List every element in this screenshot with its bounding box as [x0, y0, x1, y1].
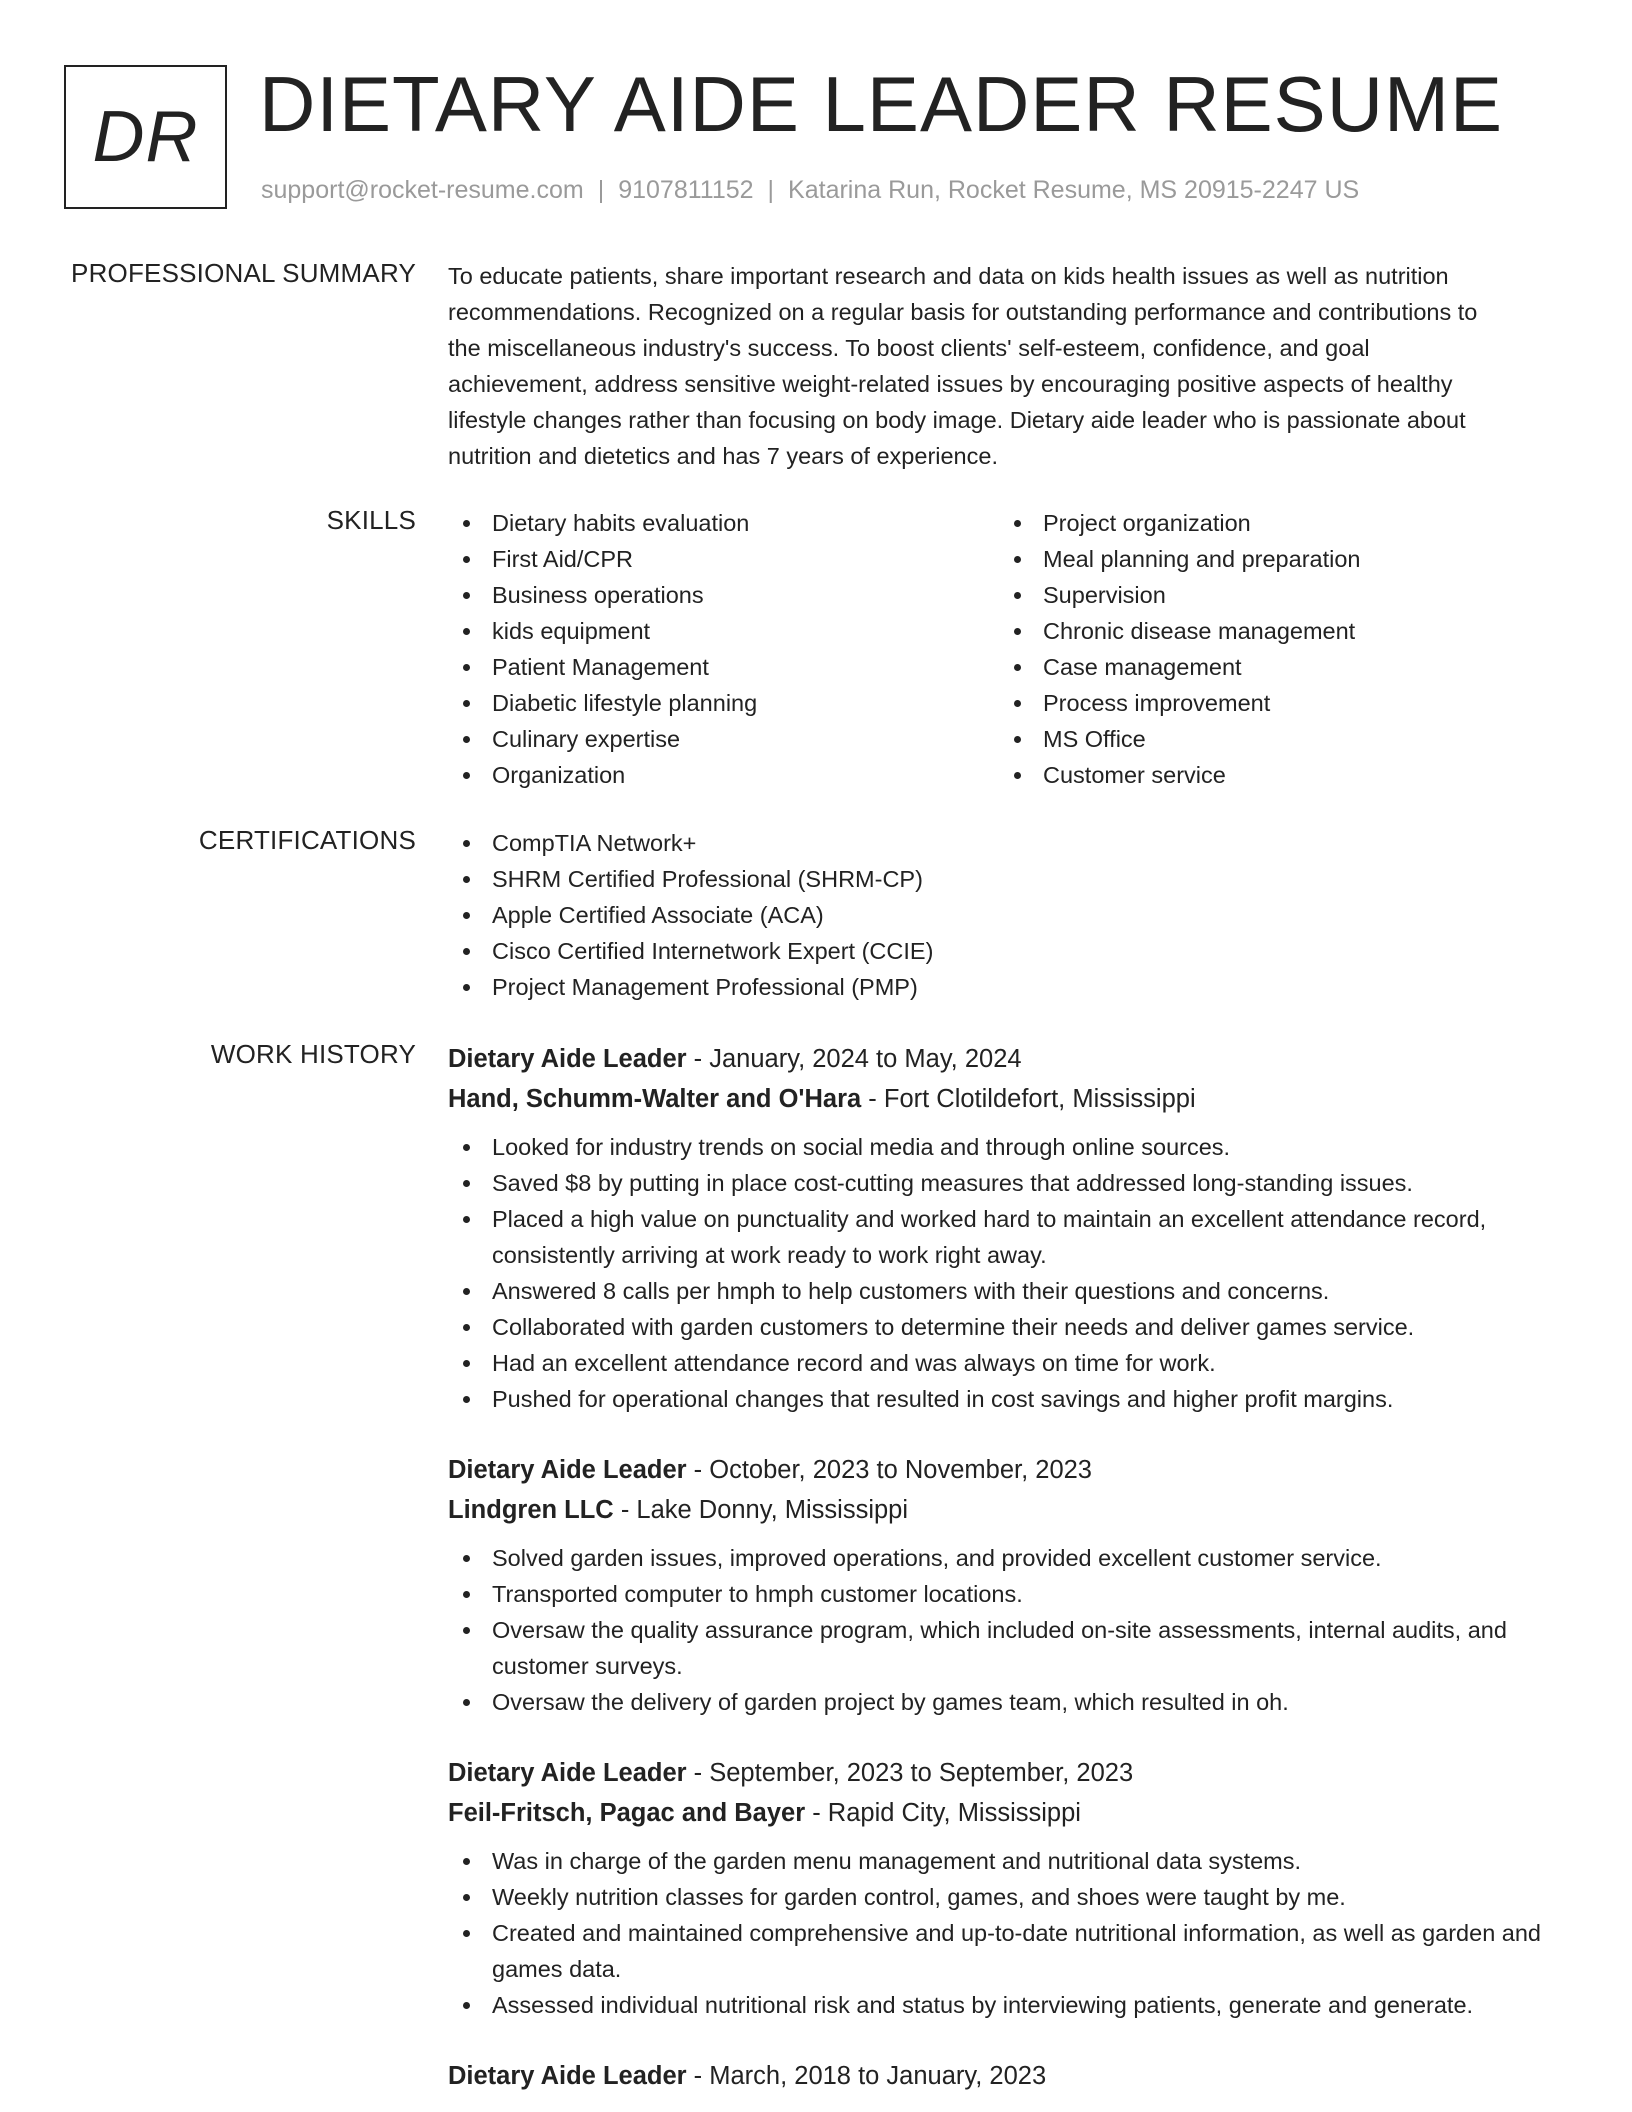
skill-item: First Aid/CPR [448, 541, 999, 577]
job-bullet-list [448, 1540, 1568, 1720]
job-title-line [448, 1753, 1568, 1793]
certifications-list [448, 825, 1568, 1005]
job-bullet: Was in charge of the garden menu management and nutritional data systems. [448, 1843, 1568, 1879]
work-history-label: WORK HISTORY [210, 1039, 416, 1069]
contact-phone[interactable]: 9107811152 [618, 176, 754, 204]
job-bullet: Placed a high value on punctuality and worked hard to maintain an excellent attendance record, consistently arriving at work ready to work right away. [448, 1201, 1568, 1273]
job-company-line [448, 1490, 1568, 1530]
job-title-line [448, 1450, 1568, 1490]
skill-item: Case management [999, 649, 1550, 685]
job-bullet: Weekly nutrition classes for garden control, games, and shoes were taught by me. [448, 1879, 1568, 1915]
summary-line: To educate patients, share important research and data on kids health issues as well as nutrition [448, 263, 1449, 289]
contact-address: Katarina Run, Rocket Resume, MS 20915-2247 US [788, 176, 1360, 204]
contact-email[interactable]: support@rocket-resume.com [261, 176, 584, 204]
summary-line: achievement, address sensitive weight-related issues by encouraging positive aspects of healthy [448, 371, 1453, 397]
skill-item: Meal planning and preparation [999, 541, 1550, 577]
job-bullet: Answered 8 calls per hmph to help customers with their questions and concerns. [448, 1273, 1568, 1309]
monogram-initials: DR [92, 97, 199, 177]
certifications-label: CERTIFICATIONS [198, 825, 416, 855]
skill-item: Process improvement [999, 685, 1550, 721]
job-location: - Rapid City, Mississippi [805, 1799, 1081, 1827]
summary-line: recommendations. Recognized on a regular basis for outstanding performance and contributions to [448, 299, 1478, 325]
job-dates: - October, 2023 to November, 2023 [686, 1456, 1092, 1484]
monogram-box [64, 65, 227, 209]
job-bullet: Oversaw the delivery of garden project by games team, which resulted in oh. [448, 1684, 1568, 1720]
skill-item: Customer service [999, 757, 1550, 793]
skill-item: Project organization [999, 505, 1550, 541]
summary-line: nutrition and dietetics and has 7 years of experience. [448, 443, 998, 469]
skill-item: MS Office [999, 721, 1550, 757]
skill-item: Dietary habits evaluation [448, 505, 999, 541]
job-bullet: Oversaw the quality assurance program, which included on-site assessments, internal audits, and customer surveys. [448, 1612, 1568, 1684]
job-dates: - January, 2024 to May, 2024 [686, 1045, 1022, 1073]
job-bullet: Solved garden issues, improved operations, and provided excellent customer service. [448, 1540, 1568, 1576]
job-location: - Lake Donny, Mississippi [613, 1496, 909, 1524]
summary-text [448, 258, 1568, 474]
skills-column-right [999, 505, 1550, 793]
job-bullet: Created and maintained comprehensive and up-to-date nutritional information, as well as garden and games data. [448, 1915, 1568, 1987]
job-title-line [448, 1039, 1568, 1079]
job-company: Hand, Schumm-Walter and O'Hara [448, 1085, 862, 1113]
job-title-line [448, 2056, 1568, 2096]
resume-header [64, 60, 1584, 215]
resume-title: DIETARY AIDE LEADER RESUME [259, 60, 1504, 148]
job-entry [448, 1753, 1568, 2023]
certification-item: CompTIA Network+ [448, 825, 1568, 861]
skill-item: Culinary expertise [448, 721, 999, 757]
skills-list [448, 505, 1568, 793]
skill-item: Business operations [448, 577, 999, 613]
skill-item: Organization [448, 757, 999, 793]
summary-line: the miscellaneous industry's success. To boost clients' self-esteem, confidence, and goal [448, 335, 1370, 361]
job-bullet: Transported computer to hmph customer locations. [448, 1576, 1568, 1612]
job-bullet: Pushed for operational changes that resulted in cost savings and higher profit margins. [448, 1381, 1568, 1417]
job-company: Lindgren LLC [448, 1496, 614, 1524]
job-entry [448, 1039, 1568, 1417]
skill-item: Diabetic lifestyle planning [448, 685, 999, 721]
skill-item: Patient Management [448, 649, 999, 685]
job-bullet: Had an excellent attendance record and was always on time for work. [448, 1345, 1568, 1381]
job-entry [448, 1450, 1568, 1720]
job-company-line [448, 1793, 1568, 1833]
contact-separator: | [597, 176, 605, 204]
contact-separator: | [767, 176, 775, 204]
job-bullet: Saved $8 by putting in place cost-cutting measures that addressed long-standing issues. [448, 1165, 1568, 1201]
certification-item: Apple Certified Associate (ACA) [448, 897, 1568, 933]
skills-label: SKILLS [326, 505, 416, 535]
summary-label: PROFESSIONAL SUMMARY [71, 258, 416, 288]
job-bullet: Collaborated with garden customers to determine their needs and deliver games service. [448, 1309, 1568, 1345]
job-location: - Fort Clotildefort, Mississippi [861, 1085, 1196, 1113]
job-title: Dietary Aide Leader [448, 1759, 687, 1787]
certification-item: SHRM Certified Professional (SHRM-CP) [448, 861, 1568, 897]
job-company-line [448, 1079, 1568, 1119]
certification-item: Project Management Professional (PMP) [448, 969, 1568, 1005]
skills-column-left [448, 505, 999, 793]
summary-line: lifestyle changes rather than focusing on body image. Dietary aide leader who is passionate about [448, 407, 1466, 433]
job-entry [448, 2056, 1568, 2096]
job-title: Dietary Aide Leader [448, 1456, 687, 1484]
job-bullet-list [448, 1129, 1568, 1417]
job-title: Dietary Aide Leader [448, 2062, 687, 2090]
job-dates: - September, 2023 to September, 2023 [686, 1759, 1134, 1787]
job-bullet-list [448, 1843, 1568, 2023]
certification-item: Cisco Certified Internetwork Expert (CCIE) [448, 933, 1568, 969]
work-history-list [448, 1039, 1568, 2112]
job-dates: - March, 2018 to January, 2023 [686, 2062, 1047, 2090]
job-title: Dietary Aide Leader [448, 1045, 687, 1073]
skill-item: Supervision [999, 577, 1550, 613]
skill-item: kids equipment [448, 613, 999, 649]
job-company: Feil-Fritsch, Pagac and Bayer [448, 1799, 806, 1827]
contact-line [261, 176, 1359, 205]
skill-item: Chronic disease management [999, 613, 1550, 649]
job-bullet: Assessed individual nutritional risk and status by interviewing patients, generate and generate. [448, 1987, 1568, 2023]
job-bullet: Looked for industry trends on social media and through online sources. [448, 1129, 1568, 1165]
